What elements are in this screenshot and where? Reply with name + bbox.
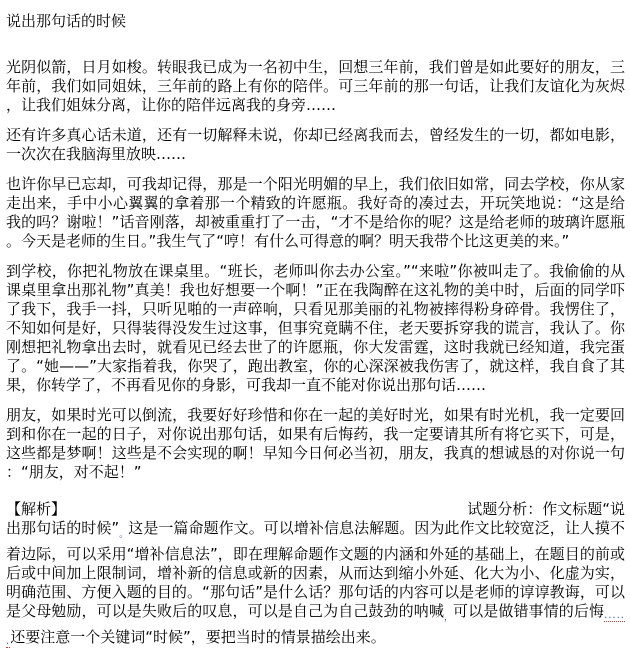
- analysis-segment-4: 还要注意一个关键词“时候”，要把当时的情景描绘出来。: [10, 628, 386, 646]
- analysis-intro-text: 试题分析：作文标题“说: [467, 500, 625, 518]
- essay-paragraph-2: 还有许多真心话未道，还有一切解释未说，你却已经离我而去，曾经发生的一切，都如电影，一次次在我脑海里放映……: [6, 126, 625, 163]
- essay-paragraph-3: 也许你早已忘却，可我却记得，那是一个阳光明媚的早上，我们依旧如常，同去学校，你从家走出来，手中小心翼翼的拿着那一个精致的许愿瓶。我好奇的凑过去，开玩笑地说：“这是给我的吗？谢啦！”话音刚落，却被重重打了一击，“才不是给你的呢？这是给老师的玻璃许愿瓶。今天是老师的生日。”我生气了“哼！有什么可得意的啊？明天我带个比这更美的来。”: [6, 175, 625, 250]
- essay-paragraph-4: 到学校，你把礼物放在课桌里。“班长，老师叫你去办公室。”“来啦”你被叫走了。我偷偷的从课桌里拿出那礼物”真美！我也好想要一个啊！”正在我陶醉在这礼物的美中时，后面的同学吓了我下，我手一抖，只听见啪的一声碎响，只看见那美丽的礼物被摔得粉身碎骨。我愣住了，不知如何是好，只得装得没发生过这事，但事究竟瞒不住，老天要拆穿我的谎言，我认了。你刚想把礼物拿出去时，就看见已经去世了的许愿瓶，你大发雷霆，这时我就已经知道，我完蛋了。“她——”大家指着我，你哭了，跑出教室，你的心深深被我伤害了，就这样，我自食了其果，你转学了，不再看见你的身影，可我却一直不能对你说出那句话……: [6, 262, 625, 394]
- analysis-segment-3: 可以是做错事情的后悔: [453, 602, 605, 620]
- analysis-label: 【解析】: [6, 500, 67, 518]
- analysis-small-period: 。: [119, 530, 129, 540]
- analysis-ellipsis: ......: [6, 610, 625, 647]
- analysis-header: [6, 500, 625, 519]
- essay-paragraph-5: 朋友，如果时光可以倒流，我要好好珍惜和你在一起的美好时光，如果有时光机，我一定要回到和你在一起的日子，对你说出那句话，如果有后悔药，我一定要请其所有将它买下，可是，这些都是梦啊！这些是不会实现的啊！早知今日何必当初，朋友，我真的想诚恳的对你说一句：“朋友，对不起！”: [6, 406, 625, 481]
- analysis-body: [6, 519, 625, 651]
- analysis-small-comma: ，: [443, 613, 454, 623]
- essay-title: 说出那句话的时候: [6, 12, 127, 30]
- analysis-segment-1: 出那句话的时候”: [6, 519, 120, 537]
- essay-paragraph-1: 光阴似箭，日月如梭。转眼我已成为一名初中生，回想三年前，我们曾是如此要好的朋友，三年前，我们如同姐妹，三年前的路上有你的陪伴。可三年前的那一句话，让我们友谊化为灰烬，让我们姐妹分离，让你的陪伴远离我的身旁……: [6, 58, 625, 114]
- analysis-segment-2: 这是一篇命题作文。可以增补信息法解题。因为此作文比较宽泛，让人摸不着边际，可以采用“增补信息法”，即在理解命题作文题的内涵和外延的基础上，在题目的前或后或中间加上限制词，增补新的信息或新的因素，从而达到缩小外延、化大为小、化虚为实，明确范围、方便入题的目的。“那句话”是什么话？那句话的内容可以是老师的谆谆教诲，可以是父母勉励，可以是失败后的叹息，可以是自己为自己鼓劲的呐喊: [6, 519, 625, 620]
